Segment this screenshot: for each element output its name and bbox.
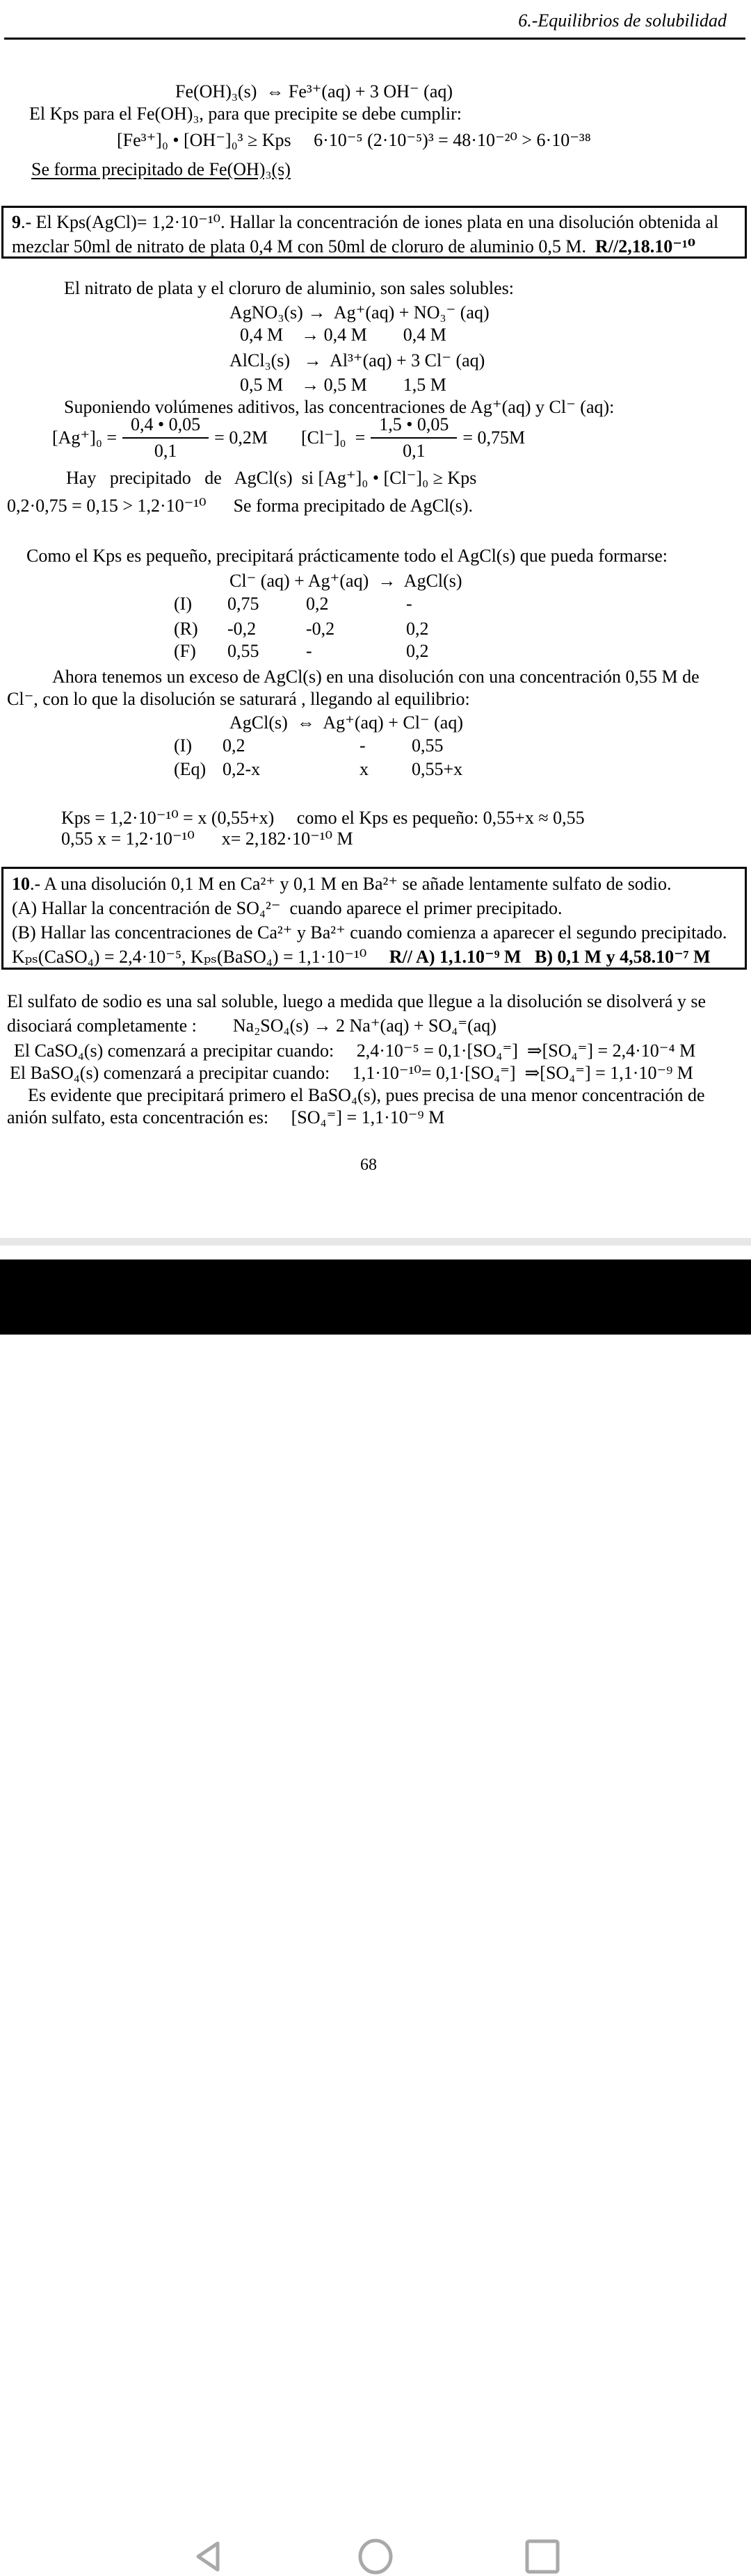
home-icon <box>357 2538 394 2575</box>
ice1-reaction: Cl⁻ (aq) + Ag⁺(aq) → AgCl(s) <box>229 571 462 591</box>
sol9-excess-2: Cl⁻, con lo que la disolución se saturará , llegando al equilibrio: <box>7 689 470 709</box>
recents-icon <box>524 2538 560 2575</box>
sol9-intro: El nitrato de plata y el cloruro de aluminio, son sales solubles: <box>64 278 514 298</box>
back-button[interactable] <box>188 2537 229 2576</box>
android-navigation-bar <box>0 1260 751 1335</box>
sol9-conc-alcl3: 0,5 M → 0,5 M 1,5 M <box>240 375 446 395</box>
sol10-line1: El sulfato de sodio es una sal soluble, luego a medida que llegue a la disolución se disolverá y se <box>7 991 706 1011</box>
fe-condition-intro: El Kps para el Fe(OH)₃, para que precipite se debe cumplir: <box>29 104 462 124</box>
ice2-reaction: AgCl(s) ⇔ Ag⁺(aq) + Cl⁻ (aq) <box>229 712 464 733</box>
sol10-line6: anión sulfato, esta concentración es: [SO₄⁼] = 1,1·10⁻⁹ M <box>7 1107 445 1127</box>
home-button[interactable] <box>355 2537 396 2576</box>
sol9-kps-equation: Kps = 1,2·10⁻¹⁰ = x (0,55+x) como el Kps es pequeño: 0,55+x ≈ 0,55 <box>61 808 585 828</box>
problem-9-answer: R//2,18.10⁻¹⁰ <box>595 236 696 256</box>
sol10-line4: El BaSO₄(s) comenzará a precipitar cuando: 1,1·10⁻¹⁰= 0,1·[SO₄⁼] ⇒[SO₄⁼] = 1,1·10⁻⁹ M <box>10 1063 693 1083</box>
cl-lhs: [Cl⁻]₀ = <box>300 427 366 448</box>
sol9-check: 0,2·0,75 = 0,15 > 1,2·10⁻¹⁰ Se forma precipitado de AgCl(s). <box>7 496 473 516</box>
sol9-volumes: Suponiendo volúmenes aditivos, las concentraciones de Ag⁺(aq) y Cl⁻ (aq): <box>64 397 615 417</box>
sol10-line2: disociará completamente : Na₂SO₄(s) → 2 Na⁺(aq) + SO₄⁼(aq) <box>7 1016 496 1036</box>
problem-10-line3: (B) Hallar las concentraciones de Ca²⁺ y Ba²⁺ cuando comienza a aparecer el segundo precipitado. <box>12 922 727 943</box>
sol9-eq-alcl3: AlCl₃(s) → Al³⁺(aq) + 3 Cl⁻ (aq) <box>229 350 485 370</box>
problem-10-number: 10 <box>12 874 30 894</box>
ice2-row-equilibrium: (Eq) 0,2-x x 0,55+x <box>174 759 463 779</box>
page-number: 68 <box>360 1156 377 1174</box>
ag-lhs: [Ag⁺]₀ = <box>52 427 118 448</box>
problem-10-line2: (A) Hallar la concentración de SO₄²⁻ cuando aparece el primer precipitado. <box>12 898 563 918</box>
sol9-eq-agno3: AgNO₃(s) → Ag⁺(aq) + NO₃⁻ (aq) <box>229 302 490 323</box>
fe-inequality: [Fe³⁺]₀ • [OH⁻]₀³ ≥ Kps 6·10⁻⁵ (2·10⁻⁵)³ = 48·10⁻²⁰ > 6·10⁻³⁸ <box>117 130 591 150</box>
problem-9-number: 9 <box>12 212 21 232</box>
chapter-header: 6.-Equilibrios de solubilidad <box>518 10 727 31</box>
ag-fraction: $\frac{0,4 • 0,05}{0,1}$ <box>122 414 209 462</box>
problem-10-line4: Kₚₛ(CaSO₄) = 2,4·10⁻⁵, Kₚₛ(BaSO₄) = 1,1·10⁻¹⁰ R// A) 1,1.10⁻⁹ M B) 0,1 M y 4,58.10⁻⁷ M <box>12 947 711 967</box>
ice2-row-initial: (I) 0,2 - 0,55 <box>174 735 444 756</box>
page-gap-divider <box>0 1238 751 1246</box>
recents-button[interactable] <box>522 2537 563 2576</box>
fe-conclusion: Se forma precipitado de Fe(OH)₃(s) <box>31 159 291 179</box>
sol9-small-kps: Como el Kps es pequeño, precipitará prácticamente todo el AgCl(s) que pueda formarse: <box>26 546 668 566</box>
problem-9-box <box>1 206 747 259</box>
problem-10-line1: 10.- A una disolución 0,1 M en Ca²⁺ y 0,1 M en Ba²⁺ se añade lentamente sulfato de sodio. <box>12 874 672 894</box>
sol10-line5: Es evidente que precipitará primero el BaSO₄(s), pues precisa de una menor concentración de <box>28 1085 705 1105</box>
fe-equation: Fe(OH)₃(s) ⇔ Fe³⁺(aq) + 3 OH⁻ (aq) <box>175 81 453 101</box>
ice1-row-initial: (I) 0,75 0,2 - <box>174 594 412 614</box>
cl-fraction: $\frac{1,5 • 0,05}{0,1}$ <box>371 414 457 462</box>
problem-9-line2: mezclar 50ml de nitrato de plata 0,4 M con 50ml de cloruro de aluminio 0,5 M. R//2,18.10⁻¹⁰ <box>12 236 696 256</box>
back-icon <box>193 2539 224 2574</box>
sol10-line3: El CaSO₄(s) comenzará a precipitar cuando: 2,4·10⁻⁵ = 0,1·[SO₄⁼] ⇒[SO₄⁼] = 2,4·10⁻⁴ M <box>14 1041 696 1061</box>
document-page[interactable] <box>0 0 751 1260</box>
problem-10-box <box>1 867 747 970</box>
problem-9-line1: 9.- El Kps(AgCl)= 1,2·10⁻¹⁰. Hallar la concentración de iones plata en una disolución obtenida al <box>12 212 719 232</box>
sol9-excess-1: Ahora tenemos un exceso de AgCl(s) en una disolución con una concentración 0,55 M de <box>52 667 700 687</box>
sol9-solve-line: 0,55 x = 1,2·10⁻¹⁰ x= 2,182·10⁻¹⁰ M <box>61 829 353 849</box>
header-rule <box>4 38 745 40</box>
ice1-row-reacts: (R) -0,2 -0,2 0,2 <box>174 619 429 639</box>
problem-10-answer: R// A) 1,1.10⁻⁹ M B) 0,1 M y 4,58.10⁻⁷ M <box>389 947 711 967</box>
cl-rhs: = 0,75M <box>462 427 526 448</box>
sol9-concentration-equations <box>52 414 525 462</box>
sol9-conc-agno3: 0,4 M → 0,4 M 0,4 M <box>240 325 446 345</box>
sol9-precipitate-condition: Hay precipitado de AgCl(s) si [Ag⁺]₀ • [Cl⁻]₀ ≥ Kps <box>66 468 477 488</box>
ag-rhs: = 0,2M <box>214 427 268 448</box>
ice1-row-final: (F) 0,55 - 0,2 <box>174 641 429 661</box>
